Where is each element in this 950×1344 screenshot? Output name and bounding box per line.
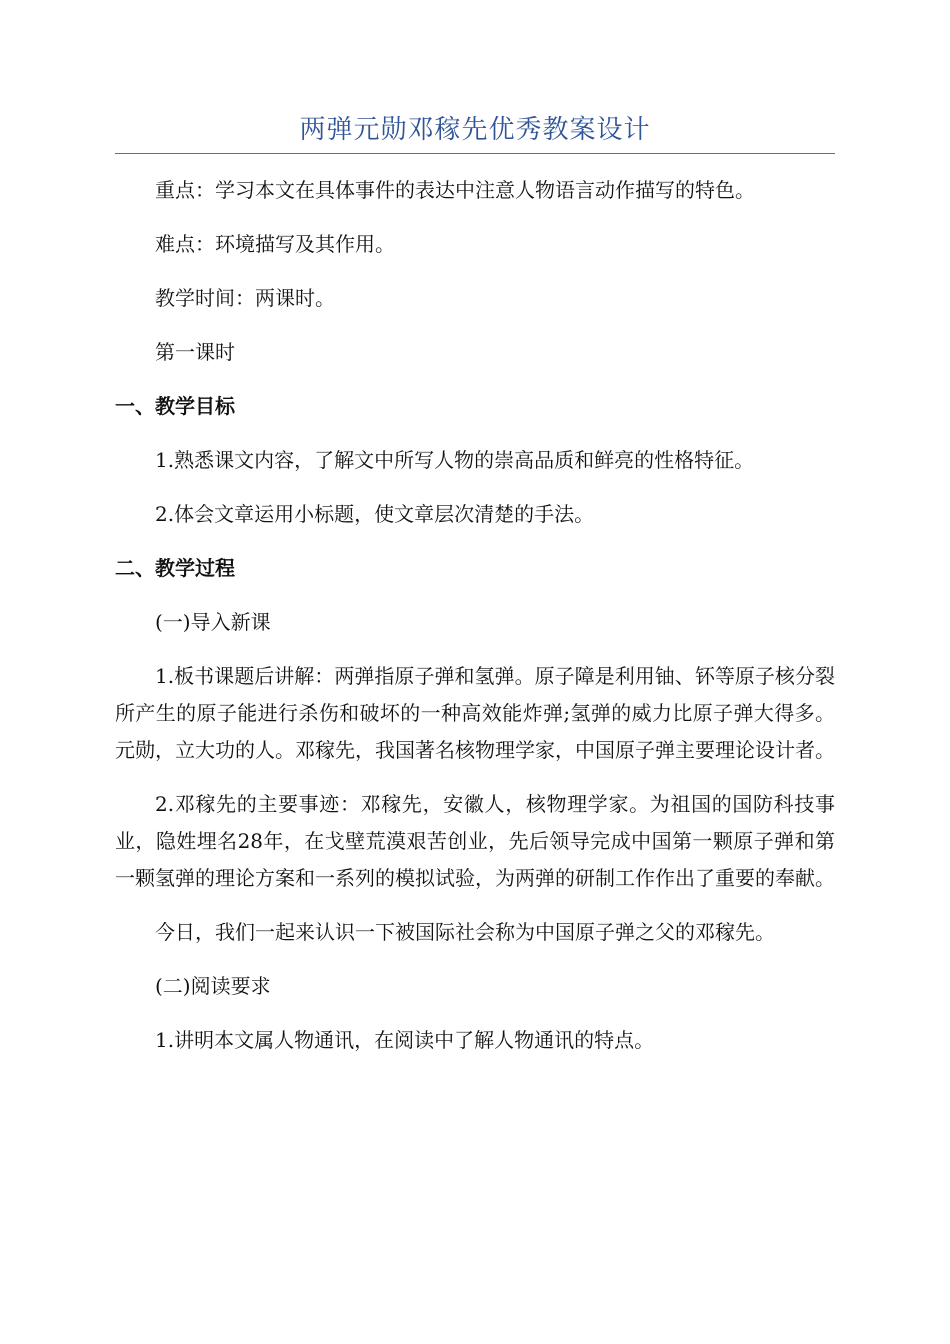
title-underline (115, 153, 835, 154)
paragraph-key-point: 重点：学习本文在具体事件的表达中注意人物语言动作描写的特色。 (155, 178, 755, 202)
paragraph-goal-2: 2.体会文章运用小标题，使文章层次清楚的手法。 (155, 502, 595, 526)
paragraph-intro-section: (一)导入新课 (155, 610, 271, 634)
heading-teaching-goals: 一、教学目标 (115, 394, 235, 418)
paragraph-intro-3: 今日，我们一起来认识一下被国际社会称为中国原子弹之父的邓稼先。 (155, 920, 775, 944)
paragraph-first-lesson: 第一课时 (155, 340, 235, 364)
document-body (115, 172, 835, 1076)
paragraph-reading-section: (二)阅读要求 (155, 974, 271, 998)
paragraph-intro-2: 2.邓稼先的主要事迹：邓稼先，安徽人，核物理学家。为祖国的国防科技事业，隐姓埋名28年，在戈壁荒漠艰苦创业，先后领导完成中国第一颗原子弹和第一颗氢弹的理论方案和一系列的模拟试验，为两弹的研制工作作出了重要的奉献。 (115, 792, 835, 890)
paragraph-teaching-time: 教学时间：两课时。 (155, 286, 335, 310)
document-title: 两弹元勋邓稼先优秀教案设计 (299, 115, 651, 145)
paragraph-reading-1: 1.讲明本文属人物通讯，在阅读中了解人物通讯的特点。 (155, 1028, 655, 1052)
paragraph-intro-1: 1.板书课题后讲解：两弹指原子弹和氢弹。原子障是利用铀、钚等原子核分裂所产生的原子能进行杀伤和破坏的一种高效能炸弹;氢弹的威力比原子弹大得多。元勋，立大功的人。邓稼先，我国著名核物理学家，中国原子弹主要理论设计者。 (115, 664, 835, 762)
paragraph-difficulty: 难点：环境描写及其作用。 (155, 232, 395, 256)
paragraph-goal-1: 1.熟悉课文内容，了解文中所写人物的崇高品质和鲜亮的性格特征。 (155, 448, 755, 472)
heading-teaching-process: 二、教学过程 (115, 556, 235, 580)
